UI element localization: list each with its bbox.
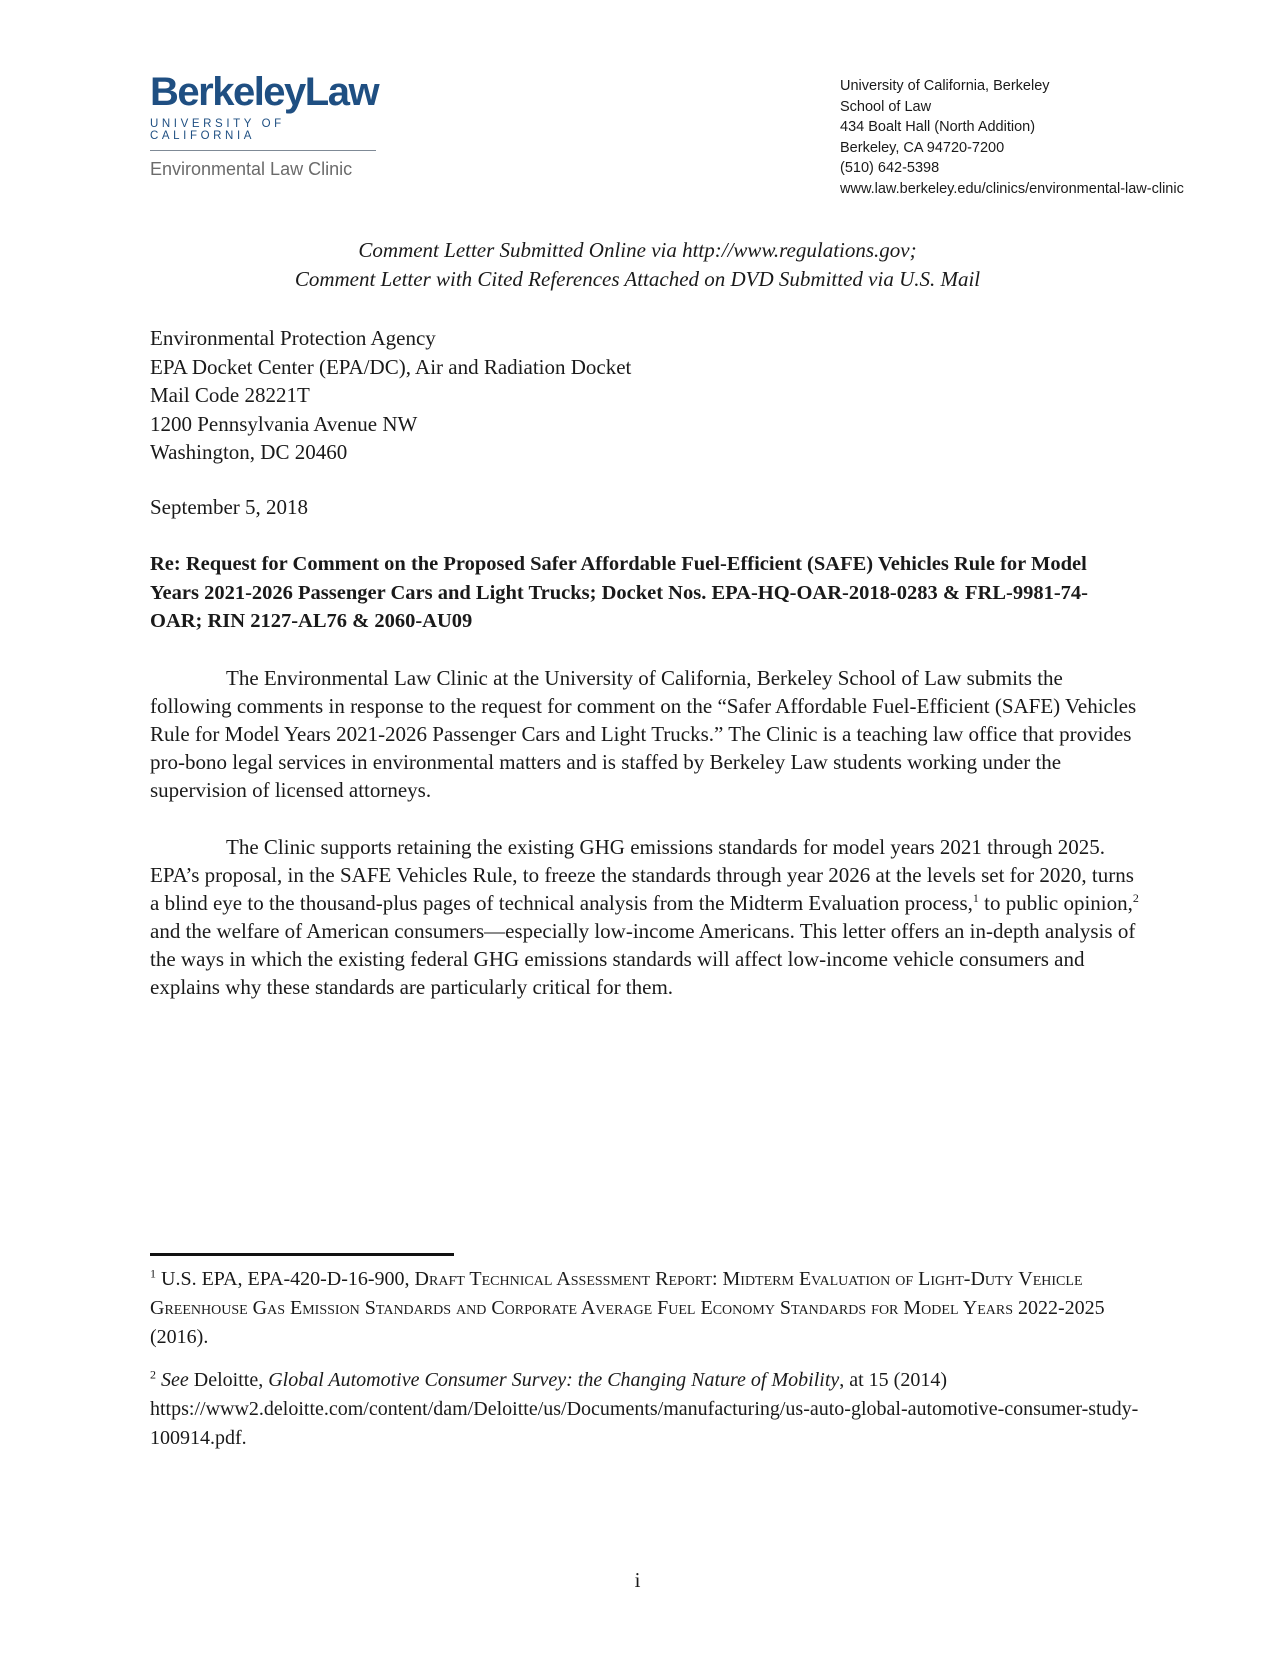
logo-clinic-name: Environmental Law Clinic [150, 159, 353, 179]
recipient-line: Environmental Protection Agency [150, 326, 436, 350]
footnote-separator [150, 1253, 454, 1256]
footnote-source: U.S. EPA, EPA-420-D-16-900, [161, 1268, 415, 1290]
footnote-citation: , at 15 (2014) https://www2.deloitte.com/content/dam/Deloitte/us/Documents/manufacturing/us-auto-global-automotive-consumer-study-100914.pdf. [150, 1369, 1139, 1449]
logo-subtitle: UNIVERSITY OF CALIFORNIA [150, 118, 285, 142]
footnote-ref-1: 1 [972, 891, 979, 905]
subject-line: Re: Request for Comment on the Proposed Safer Affordable Fuel-Efficient (SAFE) Vehicles Rule for Model Years 2021-2026 Passenger Cars and Light Trucks; Docket Nos. EPA-HQ-OAR-2018-0283 & FRL-9981-74-OAR; RIN 2127-AL76 & 2060-AU09 [150, 553, 1089, 632]
footnote-title: Global Automotive Consumer Survey: the Changing Nature of Mobility [268, 1369, 840, 1391]
body-paragraph-2 [150, 833, 1140, 1001]
footnote-number: 2 [150, 1367, 156, 1382]
logo-divider [150, 150, 376, 151]
letter-date: September 5, 2018 [150, 495, 309, 519]
recipient-line: Mail Code 28221T [150, 383, 310, 407]
paragraph-text-part: and the welfare of American consumers—especially low-income Americans. This letter offers an in-depth analysis of the ways in which the existing federal GHG emissions standards will affect low-income vehicle consumers and explains why these standards are particularly critical for them. [150, 919, 1136, 999]
recipient-line: 1200 Pennsylvania Avenue NW [150, 411, 418, 436]
clinic-address [840, 76, 1184, 199]
address-line: School of Law [840, 98, 932, 115]
address-line: 434 Boalt Hall (North Addition) [840, 119, 1036, 135]
page-number: i [634, 1568, 641, 1592]
recipient-line: EPA Docket Center (EPA/DC), Air and Radiation Docket [150, 354, 632, 379]
footnote-1 [150, 1265, 1140, 1352]
footnote-year: (2016). [150, 1326, 209, 1348]
submission-line: Comment Letter Submitted Online via http://www.regulations.gov; [358, 238, 917, 262]
address-line: (510) 642-5398 [840, 160, 940, 176]
paragraph-text-part: The Clinic supports retaining the existing GHG emissions standards for model years 2021 through 2025. EPA’s proposal, in the SAFE Vehicles Rule, to freeze the standards through year 2026 at the levels set for 2020, turns a blind eye to the thousand-plus pages of technical analysis from the Midterm Evaluation process, [150, 835, 1134, 915]
recipient-address [150, 324, 631, 467]
paragraph-text: The Environmental Law Clinic at the University of California, Berkeley School of Law submits the following comments in response to the request for comment on the “Safer Affordable Fuel-Efficient (SAFE) Vehicles Rule for Model Years 2021-2026 Passenger Cars and Light Trucks.” The Clinic is a teaching law office that provides pro-bono legal services in environmental matters and is staffed by Berkeley Law students working under the supervision of licensed attorneys. [150, 666, 1137, 802]
footnote-title: Draft Technical Assessment Report: Midterm Evaluation of Light-Duty Vehicle Greenhouse Gas Emission Standards and Corporate Average Fuel Economy Standards for Model Years 2022-2025 [150, 1268, 1105, 1319]
paragraph-text [150, 833, 1140, 1001]
submission-line: Comment Letter with Cited References Attached on DVD Submitted via U.S. Mail [294, 267, 981, 291]
berkeley-law-logo [150, 70, 380, 180]
recipient-line: Washington, DC 20460 [150, 440, 348, 464]
footnote-signal: See [161, 1369, 189, 1391]
address-line: University of California, Berkeley [840, 78, 1050, 94]
paragraph-text-part: to public opinion, [978, 891, 1133, 915]
body-paragraph-1 [150, 664, 1140, 804]
footnote-author: Deloitte, [188, 1369, 269, 1391]
footnote-ref-2: 2 [1132, 891, 1139, 905]
footnote-2 [150, 1366, 1140, 1453]
logo-title: BerkeleyLaw [150, 70, 379, 114]
address-line: Berkeley, CA 94720-7200 [840, 139, 1005, 156]
address-line: www.law.berkeley.edu/clinics/environmental-law-clinic [840, 180, 1184, 197]
submission-note [0, 236, 1275, 294]
footnotes [150, 1265, 1140, 1467]
footnote-number: 1 [150, 1266, 156, 1281]
